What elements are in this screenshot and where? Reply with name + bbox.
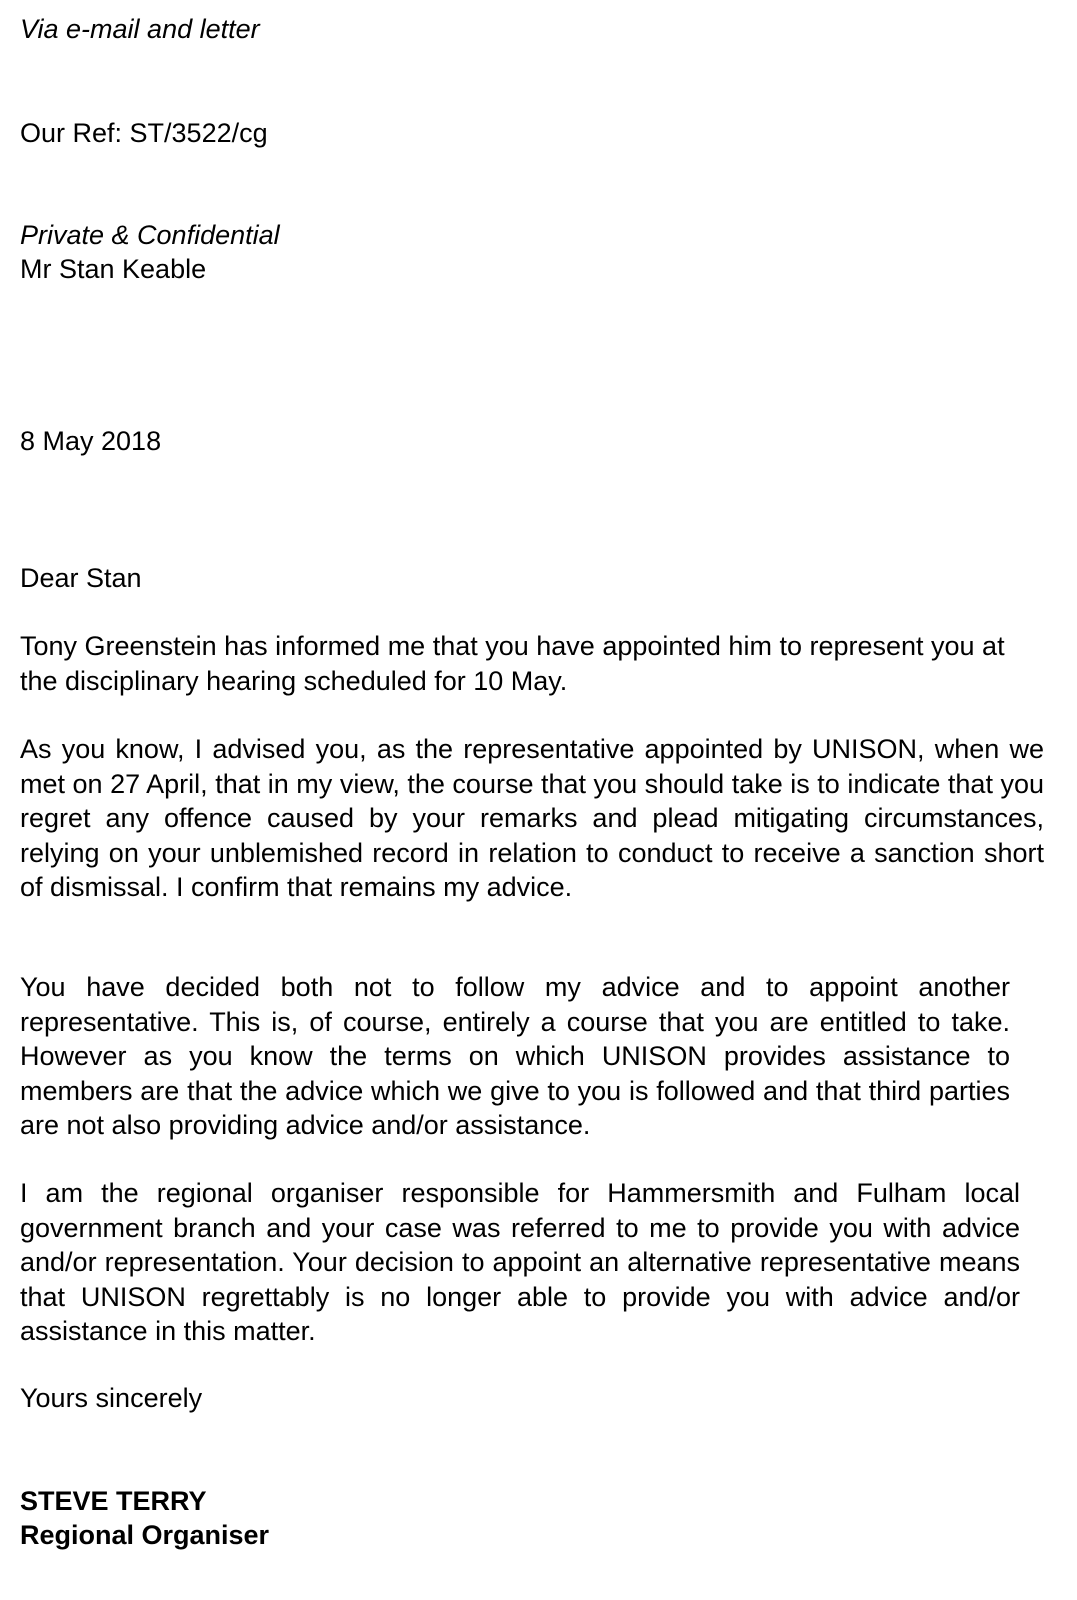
signatory-title: Regional Organiser (20, 1520, 270, 1550)
body-paragraph-1: Tony Greenstein has informed me that you have appointed him to represent you at the disciplinary hearing scheduled for 10 May. (20, 631, 1005, 696)
body-paragraph-2: As you know, I advised you, as the representative appointed by UNISON, when we met on 27 April, that in my view, the course that you should take is to indicate that you regret any offence caused by your remarks and plead mitigating circumstances, relying on your unblemished record in relation to conduct to receive a sanction short of dismissal. I confirm that remains my advice. (20, 734, 1044, 902)
body-paragraph-4: I am the regional organiser responsible for Hammersmith and Fulham local government branch and your case was referred to me to provide you with advice and/or representation. Your decision to appoint an alternative representative means that UNISON regrettably is no longer able to provide you with advice and/or assistance in this matter. (20, 1178, 1020, 1346)
closing: Yours sincerely (20, 1383, 203, 1413)
confidentiality-label: Private & Confidential (20, 220, 280, 250)
letter-date: 8 May 2018 (20, 426, 162, 456)
delivery-method: Via e-mail and letter (20, 14, 260, 44)
recipient-name: Mr Stan Keable (20, 254, 207, 284)
salutation: Dear Stan (20, 563, 142, 593)
reference-line: Our Ref: ST/3522/cg (20, 118, 268, 148)
body-paragraph-3: You have decided both not to follow my advice and to appoint another representative. This is, of course, entirely a course that you are entitled to take. However as you know the terms on which UNISON provides assistance to members are that the advice which we give to you is followed and that third parties are not also providing advice and/or assistance. (20, 972, 1010, 1140)
signatory-name: STEVE TERRY (20, 1486, 207, 1516)
